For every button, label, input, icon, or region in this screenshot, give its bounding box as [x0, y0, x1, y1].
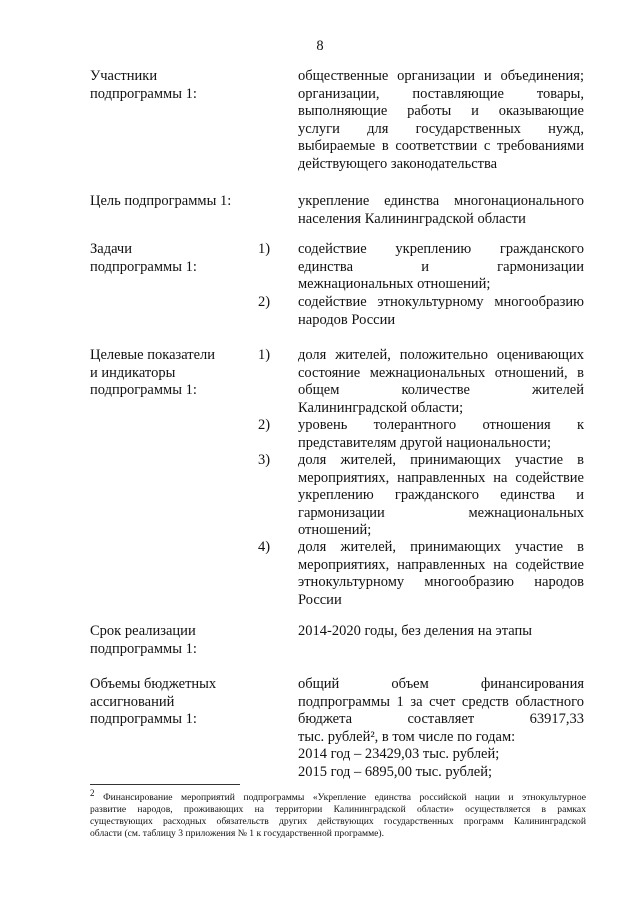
text-line: представителям другой национальности; — [298, 434, 552, 451]
text-line: уровень толерантного отношения к — [298, 417, 584, 433]
label-line: Цель подпрограммы 1: — [90, 193, 232, 209]
item-text — [298, 539, 584, 609]
footnote-text: Финансирование мероприятий подпрограммы «Укрепление единства российской нации и этнокультурное — [103, 792, 586, 803]
item-text — [298, 241, 584, 294]
footnote — [90, 787, 586, 840]
footnote-line: развитие народов, проживающих на территории Калининградской области» осуществляется в рамках — [90, 804, 586, 815]
text-line: содействие укреплению гражданского — [298, 241, 584, 257]
text-line: выполняющие работы и оказывающие — [298, 103, 584, 119]
footnote-line: области (см. таблицу 3 приложения № 1 к государственной программе). — [90, 828, 384, 839]
label-line: подпрограммы 1: — [90, 382, 197, 398]
section-text — [298, 623, 584, 641]
text-line: общественные организации и объединения; — [298, 68, 584, 84]
label-line: Задачи — [90, 241, 132, 257]
text-line: народов России — [298, 311, 396, 328]
label-line: подпрограммы 1: — [90, 640, 197, 657]
label-line: подпрограммы 1: — [90, 85, 197, 102]
label-line: Целевые показатели — [90, 347, 216, 363]
section-label — [90, 676, 260, 729]
text-line: организации, поставляющие товары, — [298, 85, 584, 102]
section-label — [90, 241, 260, 276]
label-line: подпрограммы 1: — [90, 258, 197, 275]
label-line: Участники — [90, 68, 158, 84]
item-number: 3) — [258, 452, 271, 468]
text-line: мероприятиях, направленных на содействие — [298, 556, 584, 573]
page-number: 8 — [316, 38, 324, 54]
footnote-marker: 2 — [90, 787, 95, 798]
text-line: состояние межнациональных отношений, в — [298, 364, 584, 381]
section-label — [90, 347, 260, 400]
text-line: общем количестве жителей — [298, 382, 584, 398]
text-line: отношений; — [298, 522, 372, 538]
text-line: укрепление единства многонационального — [298, 193, 584, 209]
text-line: этнокультурному многообразию народов — [298, 574, 584, 590]
text-line: межнациональных отношений; — [298, 276, 491, 292]
text-line: укреплению гражданского единства и — [298, 487, 584, 503]
item-number: 1) — [258, 241, 271, 257]
text-line: 2014 год – 23429,03 тыс. рублей; — [298, 746, 500, 762]
text-line: доля жителей, принимающих участие в — [298, 539, 584, 555]
text-line: общий объем финансирования — [298, 676, 584, 692]
text-line: подпрограммы 1 за счет средств областного — [298, 693, 584, 710]
label-line: и индикаторы — [90, 364, 176, 381]
section-text — [298, 193, 584, 228]
section-label — [90, 623, 260, 658]
text-line: выбираемые в соответствии с требованиями — [298, 138, 584, 154]
text-line: России — [298, 591, 342, 608]
item-text — [298, 294, 584, 329]
footnote-separator — [90, 784, 240, 785]
text-line: 2015 год – 6895,00 тыс. рублей; — [298, 763, 493, 780]
text-line: бюджета составляет 63917,33 — [298, 711, 584, 727]
text-line: услуги для государственных нужд, — [298, 120, 584, 137]
text-line: мероприятиях, направленных на содействие — [298, 469, 584, 486]
footnote-line: существующих расходных обязательств других действующих государственных программ Калининградской — [90, 816, 586, 827]
section-label — [90, 68, 260, 103]
item-text — [298, 347, 584, 417]
text-line: единства и гармонизации — [298, 258, 584, 275]
text-line: населения Калининградской области — [298, 210, 526, 227]
item-number: 2) — [258, 294, 271, 310]
item-text — [298, 417, 584, 452]
text-line: 2014-2020 годы, без деления на этапы — [298, 623, 532, 639]
section-label — [90, 193, 290, 211]
label-line: ассигнований — [90, 693, 175, 710]
item-number: 2) — [258, 417, 271, 433]
item-number: 1) — [258, 347, 271, 363]
label-line: подпрограммы 1: — [90, 711, 197, 727]
text-line: содействие этнокультурному многообразию — [298, 294, 584, 310]
text-line: гармонизации межнациональных — [298, 504, 584, 521]
text-line: доля жителей, принимающих участие в — [298, 452, 584, 468]
item-text — [298, 452, 584, 540]
section-text — [298, 68, 584, 173]
item-number: 4) — [258, 539, 271, 555]
label-line: Объемы бюджетных — [90, 676, 217, 692]
footnote-line — [90, 787, 586, 804]
text-line: Калининградской области; — [298, 399, 464, 416]
text-line: действующего законодательства — [298, 155, 498, 172]
text-line: доля жителей, положительно оценивающих — [298, 347, 584, 363]
label-line: Срок реализации — [90, 623, 196, 639]
text-line: тыс. рублей², в том числе по годам: — [298, 728, 516, 745]
section-text — [298, 676, 584, 781]
